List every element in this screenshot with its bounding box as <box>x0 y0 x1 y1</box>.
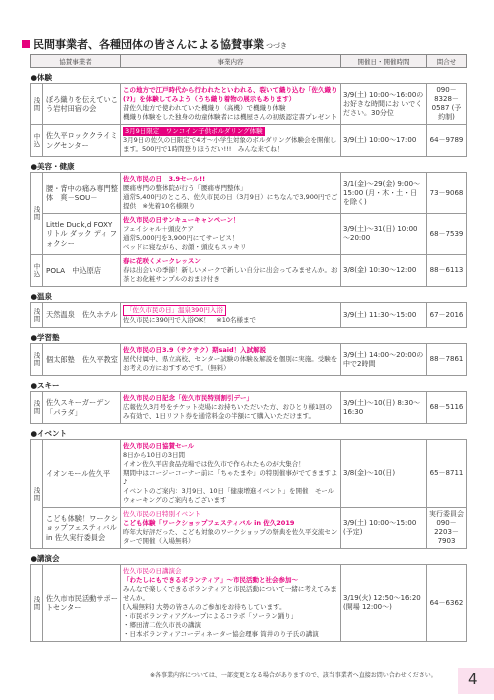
event-date: 3/9(土)～31(日) 10:00～20:00 <box>341 214 427 255</box>
contact-tel: 88－6113 <box>427 255 467 287</box>
provider-name: 佐久市市民活動サポートセンター <box>43 565 121 642</box>
section-row <box>31 68 467 84</box>
header-contact: 問合せ <box>427 55 467 68</box>
contact-tel: 64－6362 <box>427 565 467 642</box>
event-line: ・郷田清二佐久市長の講演 <box>123 621 201 629</box>
table-row <box>31 344 467 376</box>
event-line: 3月9日の佐久の日限定で4才～小学生対象のボルダリング体験会を開催します。500円で1時間登りほうだい!!! みんな来てね！ <box>123 136 337 153</box>
section-study: ●学習塾 <box>30 333 60 342</box>
event-highlight: 3月9日限定 ワンコイン子供ボルダリング体験 <box>125 127 263 135</box>
area-label: 中込 <box>31 125 43 157</box>
area-label: 浅間 <box>31 440 43 549</box>
event-date: 3/8(金)～10(日) <box>341 440 427 508</box>
title-square-icon <box>22 40 30 48</box>
event-content <box>121 125 341 157</box>
event-content <box>121 173 341 214</box>
area-label: 浅間 <box>31 84 43 125</box>
page-title <box>22 36 287 52</box>
event-line: 昔佐久地方で使われていた機織り（高機）で機織り体験 <box>123 104 286 112</box>
section-row <box>31 424 467 440</box>
provider-name: イオンモール佐久平 <box>43 440 121 508</box>
table-row <box>31 392 467 424</box>
section-course: ●講演会 <box>30 554 60 563</box>
event-content <box>121 84 341 125</box>
area-label: 浅間 <box>31 344 43 376</box>
event-highlight: 佐久市民の日 3.9セール!! <box>123 175 206 183</box>
event-line: [入場無料] 大勢の皆さんのご参加をお待ちしています。 <box>123 603 286 611</box>
event-line: ベッドに寝ながら、お顔・頭皮もスッキリ <box>123 243 247 251</box>
event-line: みんなで楽しくできるボランティアと市民活動について一緒に考えてみませんか。 <box>123 585 337 602</box>
event-content <box>121 214 341 255</box>
event-highlight-2: 「わたしにもできるボランティア」～市民活動と社会参加～ <box>123 576 298 584</box>
section-beauty: ●美容・健康 <box>30 162 75 171</box>
event-line: イベントのご案内：3月9日、10日「健康増進イベント」を開催 モールウォーキングのご案内もございます <box>123 487 335 504</box>
event-line: イオン佐久平店食品売場では佐久市で作られたものが大集合！ <box>123 460 305 468</box>
title-main: 民間事業者、各種団体の皆さんによる協賛事業 <box>33 38 264 51</box>
table-row <box>31 125 467 157</box>
event-line: 広報佐久3月号をチケット売場にお持ちいただいた方、おひとり様1回のみ有効で、1日リフト券を通常料金の半額にて購入いただけます。 <box>123 403 333 420</box>
header-content: 事業内容 <box>121 55 341 68</box>
area-label: 浅間 <box>31 565 43 642</box>
event-line: フェイシャル＋頭皮ケア <box>123 225 195 233</box>
event-date: 3/1(金)～29(金) 9:00～15:00 (月・木・土・日を除く) <box>341 173 427 214</box>
event-date: 3/9(土) 14:00～20:00の中で2時間 <box>341 344 427 376</box>
event-highlight: 佐久市民の日協賛セール <box>123 442 195 450</box>
area-label: 中込 <box>31 255 43 287</box>
event-line: 腰痛専門の整体院が行う「腰痛専門整体」 <box>123 184 247 192</box>
event-line: 通常5,400円のところ、佐久市民の日（3月9日）にちなんで3,900円でご提供 ※先着10名様限り <box>123 193 338 210</box>
event-date: 3/9(土)～10(日) 8:30～16:30 <box>341 392 427 424</box>
section-row <box>31 287 467 303</box>
contact-tel: 68－5116 <box>427 392 467 424</box>
section-row <box>31 157 467 173</box>
event-highlight: 佐久市民の日記念「佐久市民特別割引デー」 <box>123 394 253 402</box>
section-row <box>31 376 467 392</box>
event-date: 3/9(土) 11:30～15:00 <box>341 303 427 328</box>
table-row <box>31 255 467 287</box>
table-row <box>31 565 467 642</box>
provider-name: 天然温泉 佐久ホテル <box>43 303 121 328</box>
table-row <box>31 508 467 549</box>
event-highlight: 佐久市民の日3.9（サクサク）期said！入試解説 <box>123 346 267 354</box>
contact-tel: 実行委員会 090－2203－7903 <box>427 508 467 549</box>
event-line: 通常5,000円を3,900円にてサービス！ <box>123 234 239 242</box>
section-row <box>31 549 467 565</box>
title-sub: つづき <box>266 42 287 50</box>
provider-name: 腰・背中の痛み専門整体 爽－SOU－ <box>43 173 121 214</box>
event-content <box>121 565 341 642</box>
contact-tel: 68－7539 <box>427 214 467 255</box>
provider-name: POLA 中込原店 <box>43 255 121 287</box>
contact-tel: 65－8711 <box>427 440 467 508</box>
event-date: 3/9(土) 10:00～15:00 (予定) <box>341 508 427 549</box>
event-highlight: この地方で江戸時代から行われたといわれる、裂いて織り込む「佐久織り(?)」を体験してみよう（うち織り着物の展示もあります） <box>123 86 338 103</box>
section-onsen: ●温泉 <box>30 292 53 301</box>
event-line: 佐久市民に390円で入浴OK！ ※10名様まで <box>123 316 257 324</box>
provider-name: 個太郎塾 佐久平教室 <box>43 344 121 376</box>
header-date: 開催日・開催時間 <box>341 55 427 68</box>
event-content <box>121 440 341 508</box>
event-line: ・日本ボランティアコーディネーター協会理事 筒井のり子氏の講演 <box>123 630 319 638</box>
page-number-tab <box>458 668 494 694</box>
event-line: 機織り体験をした独身の幼童体験者には機屋さんの初級認定書プレゼント <box>123 113 338 121</box>
contact-tel: 88－7861 <box>427 344 467 376</box>
sponsor-table <box>30 54 467 642</box>
contact-tel: 67－2016 <box>427 303 467 328</box>
contact-tel: 64－9789 <box>427 125 467 157</box>
page-number: 4 <box>468 670 478 688</box>
area-label: 浅間 <box>31 173 43 255</box>
table-row <box>31 84 467 125</box>
event-line: 屋代付属中、県立高校、センター試験の体験＆解説を個別に実施。受験をお考えの方におすすめです。（無料） <box>123 355 338 372</box>
contact-tel: 73－9068 <box>427 173 467 214</box>
event-line: 昨年大好評だった、こども対象のワークショップの祭典を佐久平交流センターで開催（入場無料） <box>123 528 338 545</box>
table-row <box>31 440 467 508</box>
event-highlight: 佐久市民の日講演会 <box>123 567 182 575</box>
event-date: 3/19(火) 12:50～16:20 (開場 12:00～) <box>341 565 427 642</box>
event-date: 3/9(土) 10:00～17:00 <box>341 125 427 157</box>
footnote: ※各事業内容については、一部変更となる場合がありますので、該当事業者へ直接お問い合わせください。 <box>150 672 437 679</box>
event-highlight: 佐久市民の日サンキューキャンペーン！ <box>123 216 240 224</box>
section-event: ●イベント <box>30 429 68 438</box>
section-ski: ●スキー <box>30 381 60 390</box>
section-row <box>31 328 467 344</box>
provider-name: 佐久平ロッククライミングセンター <box>43 125 121 157</box>
area-label: 浅間 <box>31 303 43 328</box>
event-content <box>121 508 341 549</box>
event-date: 3/9(土) 10:00～16:00の お好きな時間にお いでください。30分位 <box>341 84 427 125</box>
event-content <box>121 392 341 424</box>
provider-name: ぼろ織りを伝えていこう岩村田宿の会 <box>43 84 121 125</box>
event-line: 春は出会いの季節！新しいメークで新しい自分に出会ってみませんか。お茶とお化粧サンプルのおまけ付き <box>123 266 338 283</box>
event-highlight-2: こども体験「ワークショップフェスティバル in 佐久2019 <box>123 519 295 527</box>
event-date: 3/8(金) 10:30～12:00 <box>341 255 427 287</box>
table-row <box>31 173 467 214</box>
table-row <box>31 303 467 328</box>
header-provider: 協賛事業者 <box>31 55 121 68</box>
event-line: 8日から10日の3日間 <box>123 451 186 459</box>
area-label: 浅間 <box>31 392 43 424</box>
event-content <box>121 255 341 287</box>
event-highlight: 春に花咲くメークレッスン <box>123 257 201 265</box>
event-content <box>121 344 341 376</box>
event-highlight: 「佐久市民の日」温泉390円入浴 <box>123 305 226 316</box>
event-content <box>121 303 341 328</box>
table-row <box>31 214 467 255</box>
event-highlight: 佐久市民の日特別イベント <box>123 510 201 518</box>
event-line: 期間中はコージーコーナー前に「ちゃたまや」の特別催事がでてきますよ♪ <box>123 469 338 486</box>
event-line: ・市民ボランティアグループによるコラボ「ソーラン踊り」 <box>123 612 298 620</box>
contact-tel: 090－8328－0587 (予約制) <box>427 84 467 125</box>
provider-name: 佐久スキーガーデン「パラダ」 <box>43 392 121 424</box>
header-row <box>31 55 467 68</box>
provider-name: こども体験！ワークショップフェスティバル in 佐久実行委員会 <box>43 508 121 549</box>
provider-name: Little Duck,d FOXY リトル ダック ディ フォクシー <box>43 214 121 255</box>
section-body: ●体験 <box>30 73 53 82</box>
